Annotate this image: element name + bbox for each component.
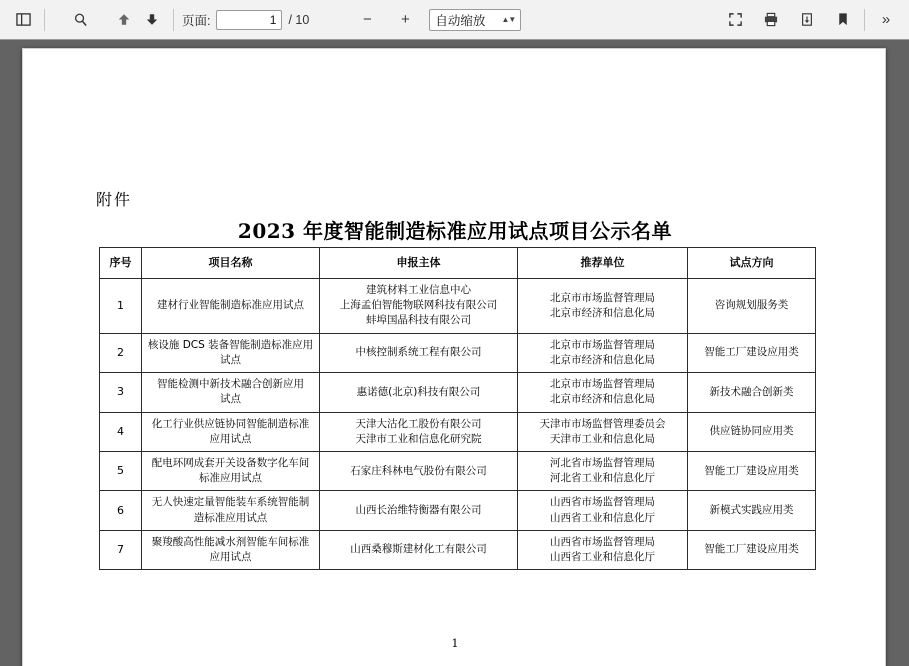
cell-direction <box>688 333 816 372</box>
cell-project <box>142 279 320 334</box>
page-title: 2023 年度智能制造标准应用试点项目公示名单 <box>237 219 673 243</box>
cell-recommender <box>518 373 688 412</box>
cell-line: 供应链协同应用类 <box>709 425 794 438</box>
cell-line: 中核控制系统工程有限公司 <box>355 346 482 359</box>
table-row <box>100 279 816 334</box>
cell-no: 6 <box>100 491 142 530</box>
cell-project <box>142 530 320 569</box>
more-tools-button[interactable]: » <box>881 11 891 28</box>
zoom-in-button[interactable]: + <box>400 11 410 28</box>
cell-line: 蚌埠国晶科技有限公司 <box>366 314 471 327</box>
cell-applicant <box>320 530 518 569</box>
cell-line: 山西省工业和信息化厅 <box>550 551 655 564</box>
table-row <box>100 491 816 530</box>
column-header-no: 序号 <box>100 248 142 279</box>
cell-direction <box>688 530 816 569</box>
cell-line: 山西省市场监督管理局 <box>550 496 655 509</box>
attachment-label: 附件 <box>96 190 133 209</box>
toolbar-right-group <box>722 7 899 33</box>
toolbar-divider <box>44 9 45 31</box>
cell-no: 1 <box>100 279 142 334</box>
cell-line: 山西省市场监督管理局 <box>550 535 655 548</box>
cell-no: 4 <box>100 412 142 451</box>
cell-line: 天津大沽化工股份有限公司 <box>355 417 482 430</box>
cell-project <box>142 491 320 530</box>
pdf-page-canvas <box>22 48 886 666</box>
cell-no: 3 <box>100 373 142 412</box>
column-header-project: 项目名称 <box>142 248 320 279</box>
table-row <box>100 412 816 451</box>
cell-recommender <box>518 530 688 569</box>
cell-line: 聚羧酸高性能减水剂智能车间标准 <box>151 535 310 548</box>
cell-line: 北京市经济和信息化局 <box>550 306 655 319</box>
cell-project <box>142 412 320 451</box>
cell-line: 新技术融合创新类 <box>709 385 794 398</box>
cell-line: 新模式实践应用类 <box>709 504 794 517</box>
cell-direction <box>688 412 816 451</box>
cell-line: 配电环网成套开关设备数字化车间 <box>151 456 310 469</box>
cell-applicant <box>320 412 518 451</box>
cell-direction <box>688 451 816 490</box>
cell-applicant <box>320 451 518 490</box>
table-body <box>100 279 816 570</box>
cell-line: 咨询规划服务类 <box>714 299 789 312</box>
cell-applicant <box>320 373 518 412</box>
toolbar-divider-2 <box>173 9 174 31</box>
cell-line: 山西桑穆斯建材化工有限公司 <box>350 543 487 556</box>
cell-applicant <box>320 491 518 530</box>
cell-line: 北京市经济和信息化局 <box>550 353 655 366</box>
cell-line: 河北省市场监督管理局 <box>550 456 655 469</box>
cell-direction <box>688 491 816 530</box>
download-icon[interactable] <box>794 7 820 33</box>
pdf-viewer-area[interactable] <box>0 40 909 666</box>
cell-line: 北京市市场监督管理局 <box>550 338 655 351</box>
zoom-level-value: 自动缩放 <box>435 13 486 28</box>
cell-line: 惠诺德(北京)科技有限公司 <box>356 385 481 398</box>
bookmark-icon[interactable] <box>830 7 856 33</box>
cell-direction <box>688 373 816 412</box>
column-header-applicant: 申报主体 <box>320 248 518 279</box>
cell-applicant <box>320 333 518 372</box>
pilot-projects-table <box>99 247 816 570</box>
cell-line: 化工行业供应链协同智能制造标准 <box>151 417 310 430</box>
cell-line: 北京市市场监督管理局 <box>550 291 655 304</box>
toolbar-divider-3 <box>864 9 865 31</box>
cell-line: 石家庄科林电气股份有限公司 <box>350 464 487 477</box>
cell-line: 智能检测中新技术融合创新应用 <box>157 378 304 391</box>
cell-line: 无人快速定量智能装车系统智能制 <box>151 496 310 509</box>
cell-project <box>142 451 320 490</box>
arrow-up-icon[interactable] <box>111 7 137 33</box>
cell-recommender <box>518 279 688 334</box>
cell-no: 2 <box>100 333 142 372</box>
print-icon[interactable] <box>758 7 784 33</box>
cell-line: 标准应用试点 <box>199 472 262 485</box>
cell-line: 建材行业智能制造标准应用试点 <box>157 299 304 312</box>
sidebar-toggle-icon[interactable] <box>10 7 36 33</box>
cell-line: 智能工厂建设应用类 <box>704 464 799 477</box>
table-row <box>100 373 816 412</box>
search-icon[interactable] <box>67 7 93 33</box>
cell-applicant <box>320 279 518 334</box>
cell-line: 应用试点 <box>209 551 252 564</box>
page-total-label: / 10 <box>288 12 310 27</box>
zoom-out-button[interactable]: − <box>362 11 372 28</box>
cell-line: 核设施 DCS 装备智能制造标准应用 <box>147 338 314 351</box>
document-page-number: 1 <box>451 637 459 650</box>
column-header-direction: 试点方向 <box>688 248 816 279</box>
arrow-down-icon[interactable] <box>139 7 165 33</box>
cell-line: 智能工厂建设应用类 <box>704 346 799 359</box>
cell-line: 河北省工业和信息化厅 <box>550 472 655 485</box>
zoom-controls <box>355 8 521 32</box>
cell-line: 天津市工业和信息化研究院 <box>355 432 482 445</box>
cell-line: 天津市市场监督管理委员会 <box>539 417 666 430</box>
pdf-toolbar <box>0 0 909 40</box>
cell-line: 智能工厂建设应用类 <box>704 543 799 556</box>
page-label: 页面: <box>182 13 211 28</box>
chevron-down-icon: ▲▼ <box>501 15 516 24</box>
cell-no: 5 <box>100 451 142 490</box>
cell-line: 山西省工业和信息化厅 <box>550 511 655 524</box>
cell-project <box>142 373 320 412</box>
table-header-row <box>100 248 816 279</box>
cell-line: 北京市经济和信息化局 <box>550 393 655 406</box>
cell-line: 北京市市场监督管理局 <box>550 378 655 391</box>
cell-recommender <box>518 412 688 451</box>
cell-project <box>142 333 320 372</box>
zoom-level-select[interactable] <box>429 9 521 31</box>
cell-line: 建筑材料工业信息中心 <box>366 284 471 296</box>
cell-line: 试点 <box>220 353 241 366</box>
cell-line: 天津市工业和信息化局 <box>550 432 655 445</box>
cell-line: 上海孟伯智能物联网科技有限公司 <box>339 299 498 312</box>
fullscreen-icon[interactable] <box>722 7 748 33</box>
column-header-recommender: 推荐单位 <box>518 248 688 279</box>
table-row <box>100 530 816 569</box>
cell-line: 试点 <box>220 393 241 406</box>
cell-recommender <box>518 491 688 530</box>
cell-recommender <box>518 451 688 490</box>
cell-line: 造标准应用试点 <box>193 511 268 524</box>
page-number-input[interactable] <box>216 10 282 30</box>
cell-line: 应用试点 <box>209 432 252 445</box>
cell-recommender <box>518 333 688 372</box>
table-row <box>100 333 816 372</box>
cell-no: 7 <box>100 530 142 569</box>
table-row <box>100 451 816 490</box>
cell-line: 山西长治维特衡器有限公司 <box>355 504 482 517</box>
cell-direction <box>688 279 816 334</box>
